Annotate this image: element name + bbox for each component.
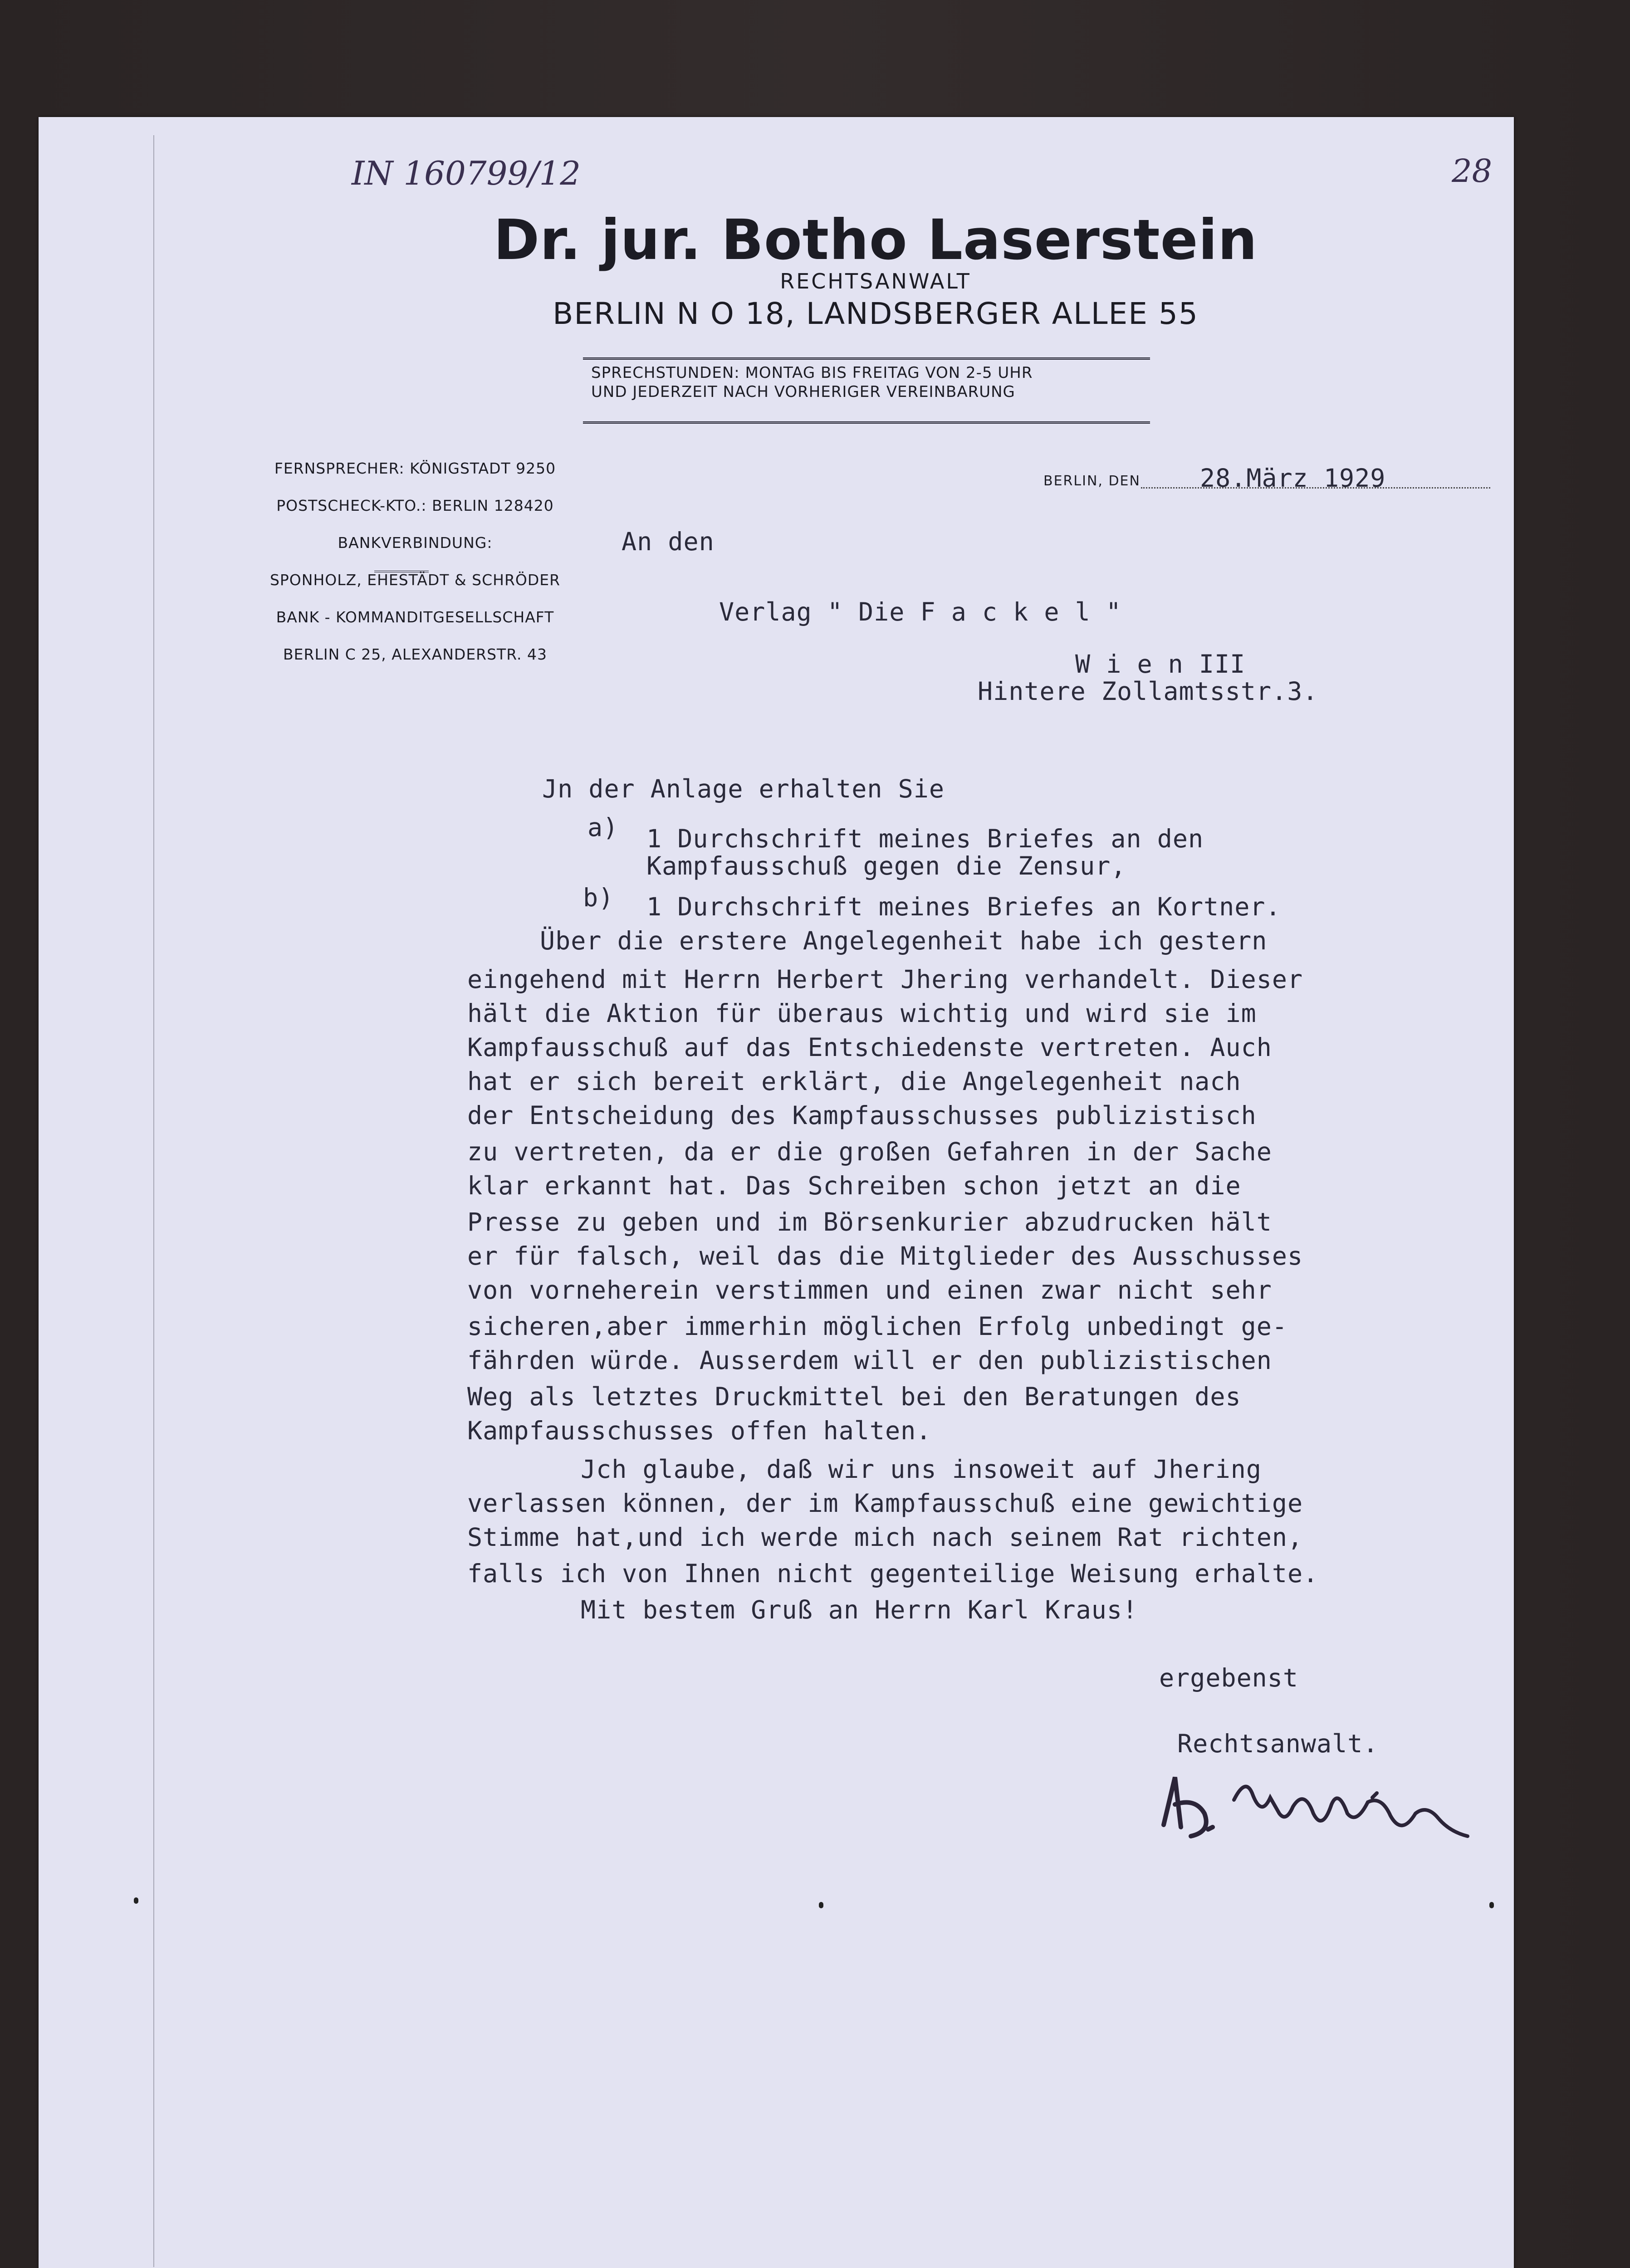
body-line: Kampfausschuß auf das Entschiedenste vertreten. Auch bbox=[467, 1033, 1272, 1062]
contact-line: FERNSPRECHER: KÖNIGSTADT 9250 bbox=[274, 459, 556, 477]
contact-line: POSTSCHECK-KTO.: BERLIN 128420 bbox=[276, 497, 554, 514]
recipient-publisher: Verlag " Die F a c k e l " bbox=[719, 597, 1121, 626]
body-line: zu vertreten, da er die großen Gefahren in der Sache bbox=[467, 1137, 1272, 1166]
margin-line bbox=[153, 135, 154, 2267]
contact-divider bbox=[374, 571, 429, 572]
body-intro: Jn der Anlage erhalten Sie bbox=[542, 774, 945, 803]
body-line: Weg als letztes Druckmittel bei den Beratungen des bbox=[467, 1382, 1241, 1411]
punch-mark bbox=[134, 1897, 138, 1904]
body-line: er für falsch, weil das die Mitglieder des Ausschusses bbox=[467, 1242, 1303, 1271]
handwritten-signature bbox=[1155, 1745, 1481, 1859]
letterhead-name: Dr. jur. Botho Laserstein bbox=[493, 208, 1258, 272]
contact-line: SPONHOLZ, EHESTÄDT & SCHRÖDER bbox=[269, 571, 561, 589]
body-line: Jch glaube, daß wir uns insoweit auf Jhering bbox=[581, 1455, 1262, 1484]
office-hours-line: SPRECHSTUNDEN: MONTAG BIS FREITAG VON 2-5 UHR bbox=[591, 364, 1033, 382]
contact-line: BANK - KOMMANDITGESELLSCHAFT bbox=[276, 608, 554, 626]
letterhead-profession: RECHTSANWALT bbox=[780, 269, 971, 293]
office-hours-line: UND JEDERZEIT NACH VORHERIGER VEREINBARUNG bbox=[591, 383, 1015, 401]
body-line: Stimme hat,und ich werde mich nach seinem Rat richten, bbox=[467, 1523, 1303, 1552]
archive-reference: IN 160799/12 bbox=[352, 154, 581, 192]
letterhead-address: BERLIN N O 18, LANDSBERGER ALLEE 55 bbox=[553, 296, 1199, 331]
punch-mark bbox=[819, 1902, 823, 1908]
recipient-street: Hintere Zollamtsstr.3. bbox=[978, 677, 1318, 706]
contact-block bbox=[206, 441, 624, 682]
body-line: klar erkannt hat. Das Schreiben schon jetzt an die bbox=[467, 1171, 1241, 1200]
enclosure-line: Kampfausschuß gegen die Zensur, bbox=[646, 851, 1126, 880]
valediction: ergebenst bbox=[1159, 1663, 1299, 1692]
enclosure-marker: b) bbox=[583, 883, 614, 912]
body-line: Presse zu geben und im Börsenkurier abzudrucken hält bbox=[467, 1207, 1272, 1237]
greeting-line: Mit bestem Gruß an Herrn Karl Kraus! bbox=[581, 1595, 1138, 1624]
office-hours-box bbox=[583, 357, 1150, 424]
contact-line: BANKVERBINDUNG: bbox=[338, 534, 493, 552]
recipient-salutation: An den bbox=[622, 527, 715, 556]
body-line: von vorneherein verstimmen und einen zwar nicht sehr bbox=[467, 1276, 1272, 1305]
signatory-title: Rechtsanwalt. bbox=[1177, 1729, 1379, 1758]
body-line: verlassen können, der im Kampfausschuß eine gewichtige bbox=[467, 1489, 1303, 1518]
letter-page bbox=[39, 117, 1514, 2268]
body-line: Kampfausschusses offen halten. bbox=[467, 1416, 932, 1445]
date-label: BERLIN, DEN bbox=[1043, 473, 1141, 489]
enclosure-line: 1 Durchschrift meines Briefes an den bbox=[646, 824, 1204, 853]
body-line: hat er sich bereit erklärt, die Angelegenheit nach bbox=[467, 1067, 1241, 1096]
body-line: fährden würde. Ausserdem will er den publizistischen bbox=[467, 1346, 1272, 1375]
body-line: sicheren,aber immerhin möglichen Erfolg unbedingt ge- bbox=[467, 1312, 1287, 1341]
body-line: Über die erstere Angelegenheit habe ich gestern bbox=[540, 926, 1268, 955]
recipient-city: W i e n III bbox=[1075, 650, 1246, 679]
page-number: 28 bbox=[1452, 152, 1493, 190]
enclosure-marker: a) bbox=[587, 813, 619, 842]
body-line: der Entscheidung des Kampfausschusses publizistisch bbox=[467, 1101, 1257, 1130]
body-line: falls ich von Ihnen nicht gegenteilige Weisung erhalte. bbox=[467, 1559, 1319, 1588]
body-line: hält die Aktion für überaus wichtig und wird sie im bbox=[467, 999, 1257, 1028]
punch-mark bbox=[1489, 1902, 1494, 1908]
enclosure-line: 1 Durchschrift meines Briefes an Kortner. bbox=[646, 892, 1281, 921]
date-value: 28.März 1929 bbox=[1200, 464, 1386, 493]
body-line: eingehend mit Herrn Herbert Jhering verhandelt. Dieser bbox=[467, 965, 1303, 994]
contact-line: BERLIN C 25, ALEXANDERSTR. 43 bbox=[283, 645, 547, 663]
